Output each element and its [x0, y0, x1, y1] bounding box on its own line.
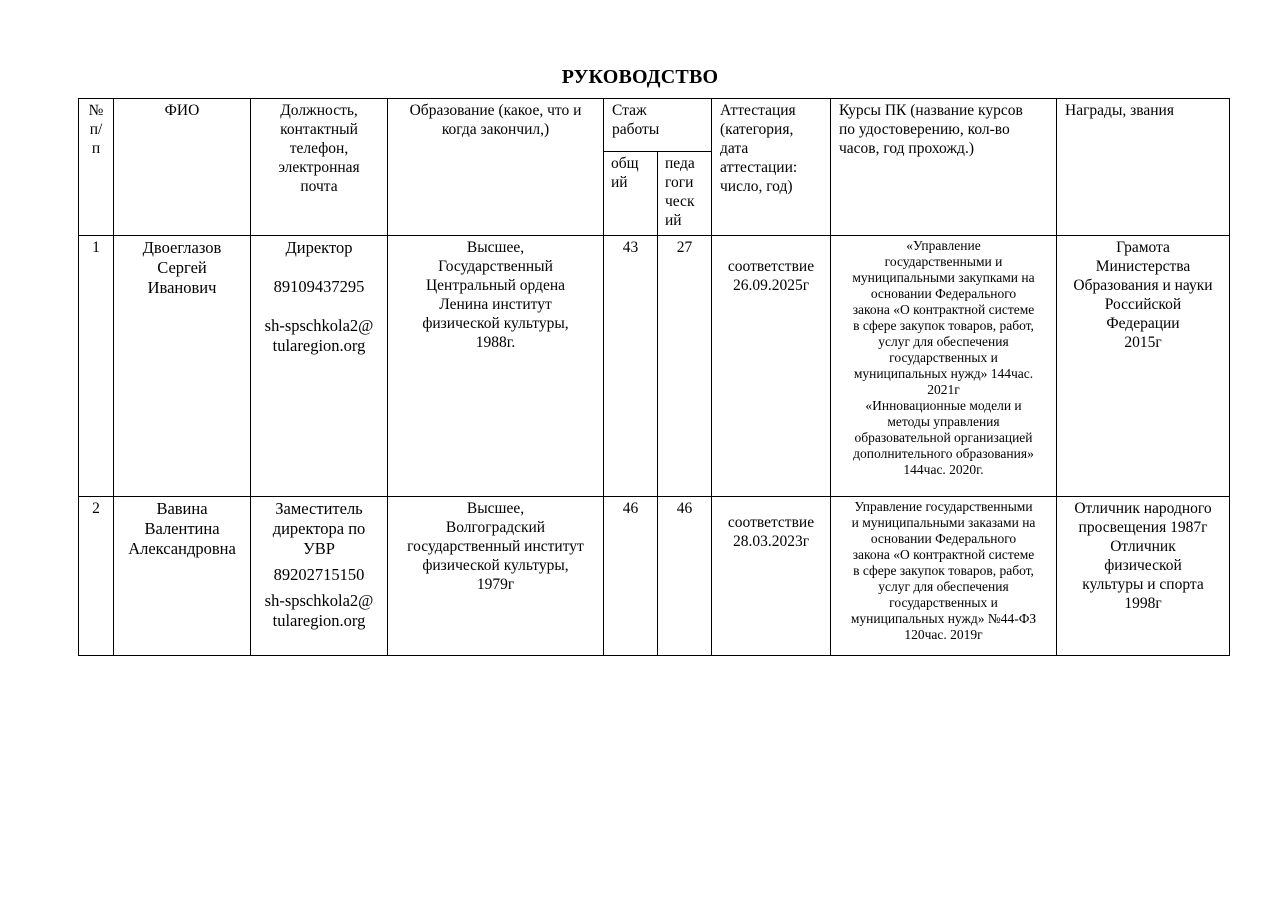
row-fio: Двоеглазов Сергей Иванович [114, 236, 251, 497]
row-education: Высшее, Государственный Центральный ордена Ленина институт физической культуры, 1988г. [388, 236, 604, 497]
header-experience: Стаж работы [604, 99, 712, 152]
row-num: 2 [79, 497, 114, 656]
row-email: sh-spschkola2@ [264, 316, 374, 335]
row-exp-total: 46 [604, 497, 658, 656]
row-position: Заместитель директора по УВР 89202715150 sh-spschkola2@ tularegion.org [251, 497, 388, 656]
row-position: Директор 89109437295 sh-spschkola2@ tularegion.org [251, 236, 388, 497]
page-title: РУКОВОДСТВО [561, 66, 719, 88]
header-exp-pedagogical: педа гоги ческ ий [658, 152, 712, 236]
table-row [79, 497, 1230, 656]
header-exp-total: общ ий [604, 152, 658, 236]
header-row [79, 99, 1230, 152]
row-courses: Управление государственными и муниципальными заказами на основании Федерального закона «О контрактной системе в сфере закупок товаров, работ, услуг для обеспечения государственных и муниципальных нужд» №44-ФЗ 120час. 2019г [831, 497, 1057, 656]
header-courses: Курсы ПК (название курсов по удостоверению, кол-во часов, год прохожд.) [831, 99, 1057, 236]
row-email: sh-spschkola2@ [264, 591, 374, 610]
header-position: Должность, контактный телефон, электронная почта [251, 99, 388, 236]
row-phone: 89109437295 [273, 277, 365, 296]
row-exp-pedagogical: 27 [658, 236, 712, 497]
row-exp-total: 43 [604, 236, 658, 497]
header-education: Образование (какое, что и когда закончил,) [388, 99, 604, 236]
table-row [79, 236, 1230, 497]
staff-table [78, 98, 1230, 656]
row-courses: «Управление государственными и муниципальными закупками на основании Федерального закона «О контрактной системе в сфере закупок товаров, работ, услуг для обеспечения государственных и муниципальных нужд» 144час. 2021г «Инновационные модели и методы управления образовательной организацией дополнительного образования» 144час. 2020г. [831, 236, 1057, 497]
row-fio: Вавина Валентина Александровна [114, 497, 251, 656]
row-attestation: соответствие 28.03.2023г [712, 497, 831, 656]
row-exp-pedagogical: 46 [658, 497, 712, 656]
row-awards: Отличник народного просвещения 1987г Отличник физической культуры и спорта 1998г [1057, 497, 1230, 656]
header-attestation: Аттестация (категория, дата аттестации: число, год) [712, 99, 831, 236]
header-num: № п/ п [79, 99, 114, 236]
row-education: Высшее, Волгоградский государственный институт физической культуры, 1979г [388, 497, 604, 656]
header-fio: ФИО [114, 99, 251, 236]
row-num: 1 [79, 236, 114, 497]
row-phone: 89202715150 [273, 565, 365, 584]
row-attestation: соответствие 26.09.2025г [712, 236, 831, 497]
row-awards: Грамота Министерства Образования и науки Российской Федерации 2015г [1057, 236, 1230, 497]
header-awards: Награды, звания [1057, 99, 1230, 236]
